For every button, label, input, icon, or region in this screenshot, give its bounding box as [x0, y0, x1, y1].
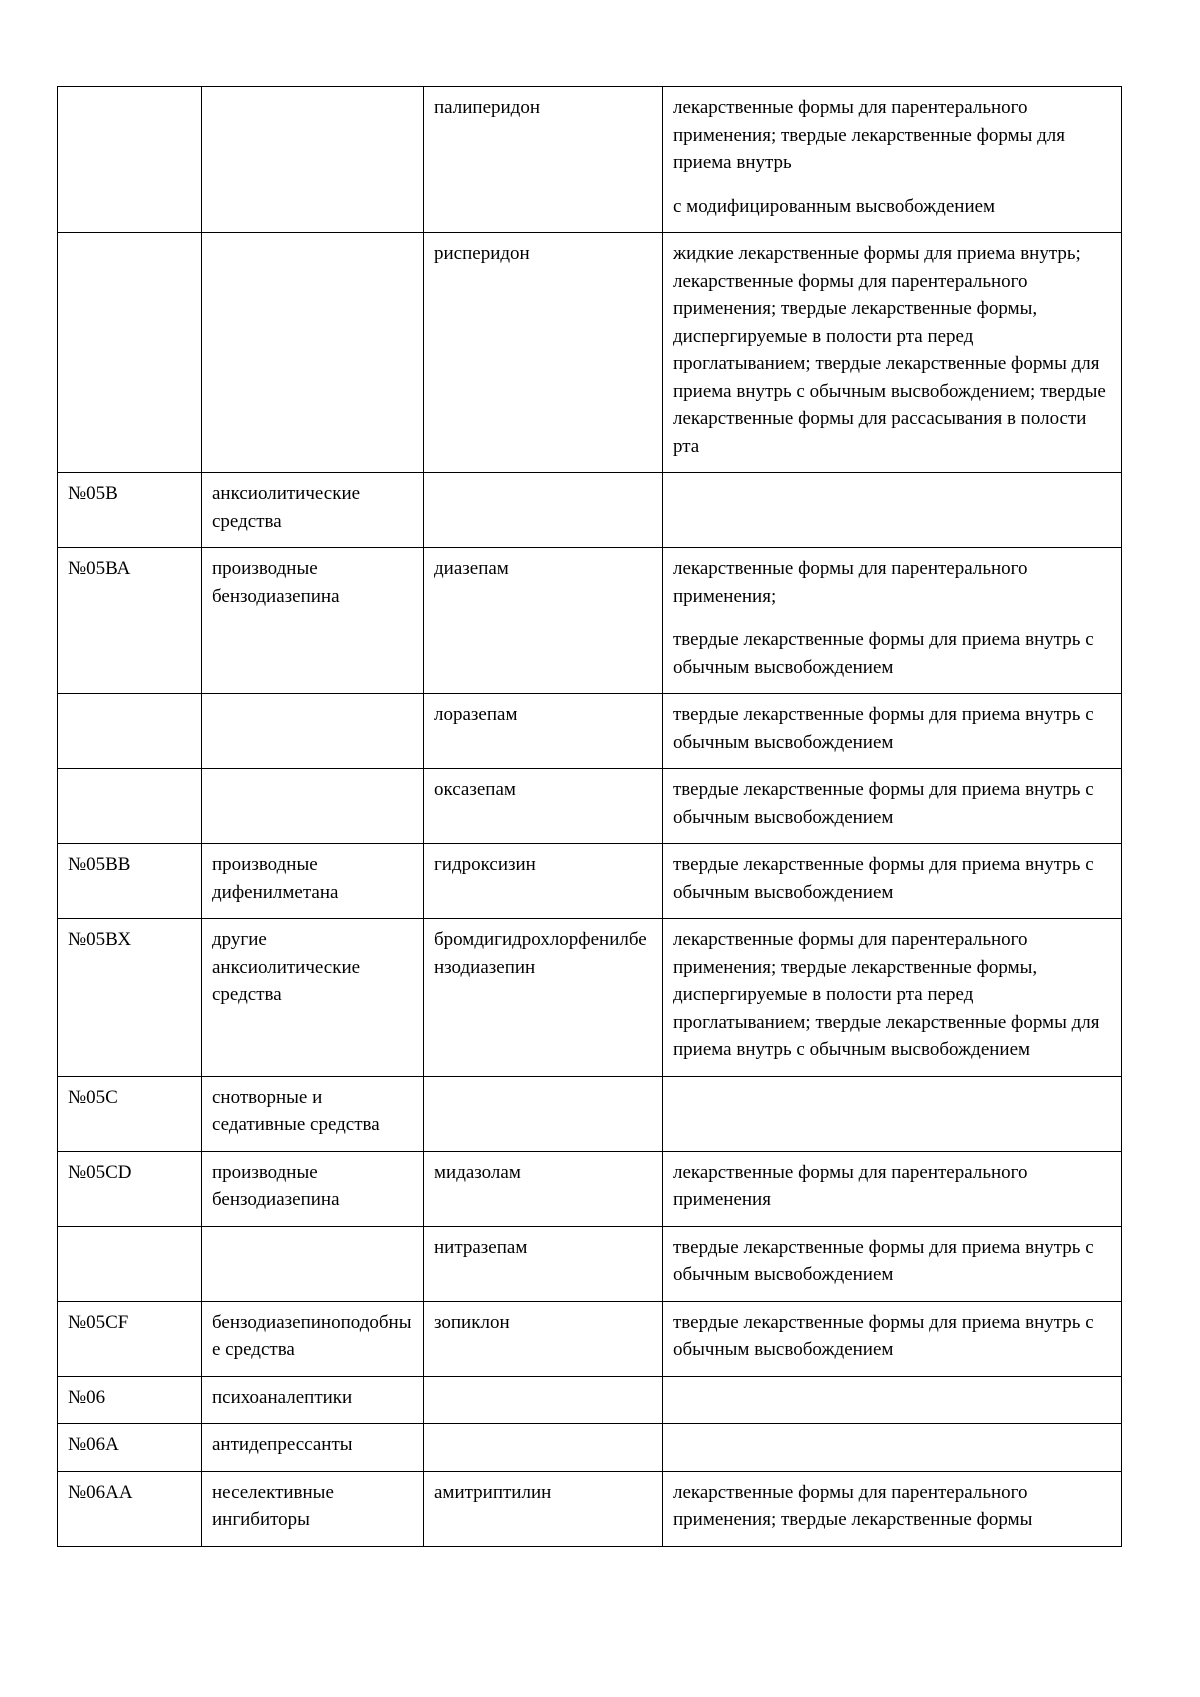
- group-cell: психоаналептики: [202, 1376, 424, 1424]
- table-row: [58, 548, 1122, 694]
- group-cell: другие анксиолитические средства: [202, 919, 424, 1077]
- table-row: [58, 769, 1122, 844]
- drug-name-cell: бромдигидрохлорфенилбензодиазепин: [424, 919, 663, 1077]
- drug-name-cell: палиперидон: [424, 87, 663, 233]
- drug-name-cell: [424, 1376, 663, 1424]
- dosage-forms-cell: [663, 1301, 1122, 1376]
- drug-name-cell: лоразепам: [424, 694, 663, 769]
- document-page: [57, 86, 1121, 1547]
- atc-code-cell: №05CF: [58, 1301, 202, 1376]
- dosage-forms-text: лекарственные формы для парентерального применения; твердые лекарственные формы для приема внутрь: [673, 97, 1066, 173]
- atc-code-cell: №05С: [58, 1076, 202, 1151]
- atc-code-cell: №06АА: [58, 1471, 202, 1546]
- dosage-forms-cell: [663, 1376, 1122, 1424]
- table-row: [58, 87, 1122, 233]
- atc-code-cell: №06А: [58, 1424, 202, 1472]
- group-cell: производные бензодиазепина: [202, 548, 424, 694]
- dosage-forms-cell: [663, 1226, 1122, 1301]
- table-row: [58, 1076, 1122, 1151]
- dosage-forms-text: твердые лекарственные формы для приема внутрь с обычным высвобождением: [673, 779, 1094, 828]
- dosage-forms-cell: [663, 233, 1122, 473]
- group-cell: [202, 694, 424, 769]
- atc-code-cell: №05В: [58, 473, 202, 548]
- dosage-forms-cell: [663, 769, 1122, 844]
- dosage-forms-text: лекарственные формы для парентерального применения: [673, 1161, 1028, 1210]
- dosage-forms-text: твердые лекарственные формы для приема внутрь с обычным высвобождением: [673, 1311, 1094, 1360]
- dosage-forms-text: твердые лекарственные формы для приема внутрь с обычным высвобождением: [673, 1236, 1094, 1285]
- atc-code-cell: №05CD: [58, 1151, 202, 1226]
- table-row: [58, 233, 1122, 473]
- dosage-forms-text: твердые лекарственные формы для приема внутрь с обычным высвобождением: [673, 854, 1094, 903]
- group-cell: анксиолитические средства: [202, 473, 424, 548]
- drug-name-cell: [424, 1424, 663, 1472]
- group-cell: бензодиазепиноподобные средства: [202, 1301, 424, 1376]
- group-cell: снотворные и седативные средства: [202, 1076, 424, 1151]
- table-row: [58, 844, 1122, 919]
- dosage-forms-cell: [663, 694, 1122, 769]
- drug-name-cell: оксазепам: [424, 769, 663, 844]
- drug-name-cell: диазепам: [424, 548, 663, 694]
- dosage-forms-cell: [663, 87, 1122, 233]
- dosage-forms-text: лекарственные формы для парентерального применения;: [673, 558, 1028, 607]
- atc-code-cell: [58, 694, 202, 769]
- table-row: [58, 1301, 1122, 1376]
- group-cell: неселективные ингибиторы: [202, 1471, 424, 1546]
- drug-name-cell: [424, 473, 663, 548]
- dosage-forms-text: твердые лекарственные формы для приема внутрь с обычным высвобождением: [673, 704, 1094, 753]
- dosage-forms-text: лекарственные формы для парентерального применения; твердые лекарственные формы: [673, 1481, 1033, 1530]
- group-cell: производные дифенилметана: [202, 844, 424, 919]
- atc-code-cell: [58, 233, 202, 473]
- drug-name-cell: мидазолам: [424, 1151, 663, 1226]
- dosage-forms-text: твердые лекарственные формы для приема внутрь с обычным высвобождением: [673, 629, 1094, 678]
- atc-code-cell: [58, 87, 202, 233]
- group-cell: антидепрессанты: [202, 1424, 424, 1472]
- atc-code-cell: №05ВХ: [58, 919, 202, 1077]
- dosage-forms-cell: [663, 919, 1122, 1077]
- atc-code-cell: №05ВВ: [58, 844, 202, 919]
- dosage-forms-text: жидкие лекарственные формы для приема внутрь; лекарственные формы для парентерального применения; твердые лекарственные формы, диспергируемые в полости рта перед проглатыванием; твердые лекарственные формы для приема внутрь с обычным высвобождением; твердые лекарственные формы для рассасывания в полости рта: [673, 243, 1106, 457]
- drug-name-cell: [424, 1076, 663, 1151]
- dosage-forms-cell: [663, 548, 1122, 694]
- drug-name-cell: амитриптилин: [424, 1471, 663, 1546]
- dosage-forms-text: с модифицированным высвобождением: [673, 195, 996, 217]
- drug-list-table: [57, 86, 1122, 1547]
- table-row: [58, 919, 1122, 1077]
- dosage-forms-cell: [663, 844, 1122, 919]
- drug-name-cell: рисперидон: [424, 233, 663, 473]
- group-cell: [202, 233, 424, 473]
- dosage-forms-cell: [663, 473, 1122, 548]
- table-row: [58, 1226, 1122, 1301]
- drug-name-cell: гидроксизин: [424, 844, 663, 919]
- dosage-forms-cell: [663, 1424, 1122, 1472]
- table-row: [58, 1151, 1122, 1226]
- dosage-forms-cell: [663, 1151, 1122, 1226]
- table-row: [58, 694, 1122, 769]
- atc-code-cell: [58, 1226, 202, 1301]
- drug-name-cell: нитразепам: [424, 1226, 663, 1301]
- group-cell: [202, 1226, 424, 1301]
- table-row: [58, 1376, 1122, 1424]
- dosage-forms-cell: [663, 1076, 1122, 1151]
- table-row: [58, 1424, 1122, 1472]
- atc-code-cell: №06: [58, 1376, 202, 1424]
- atc-code-cell: [58, 769, 202, 844]
- group-cell: [202, 769, 424, 844]
- atc-code-cell: №05ВА: [58, 548, 202, 694]
- dosage-forms-cell: [663, 1471, 1122, 1546]
- dosage-forms-text: лекарственные формы для парентерального применения; твердые лекарственные формы, диспергируемые в полости рта перед проглатыванием; твердые лекарственные формы для приема внутрь с обычным высвобождением: [673, 929, 1100, 1060]
- table-row: [58, 1471, 1122, 1546]
- table-row: [58, 473, 1122, 548]
- group-cell: производные бензодиазепина: [202, 1151, 424, 1226]
- drug-name-cell: зопиклон: [424, 1301, 663, 1376]
- group-cell: [202, 87, 424, 233]
